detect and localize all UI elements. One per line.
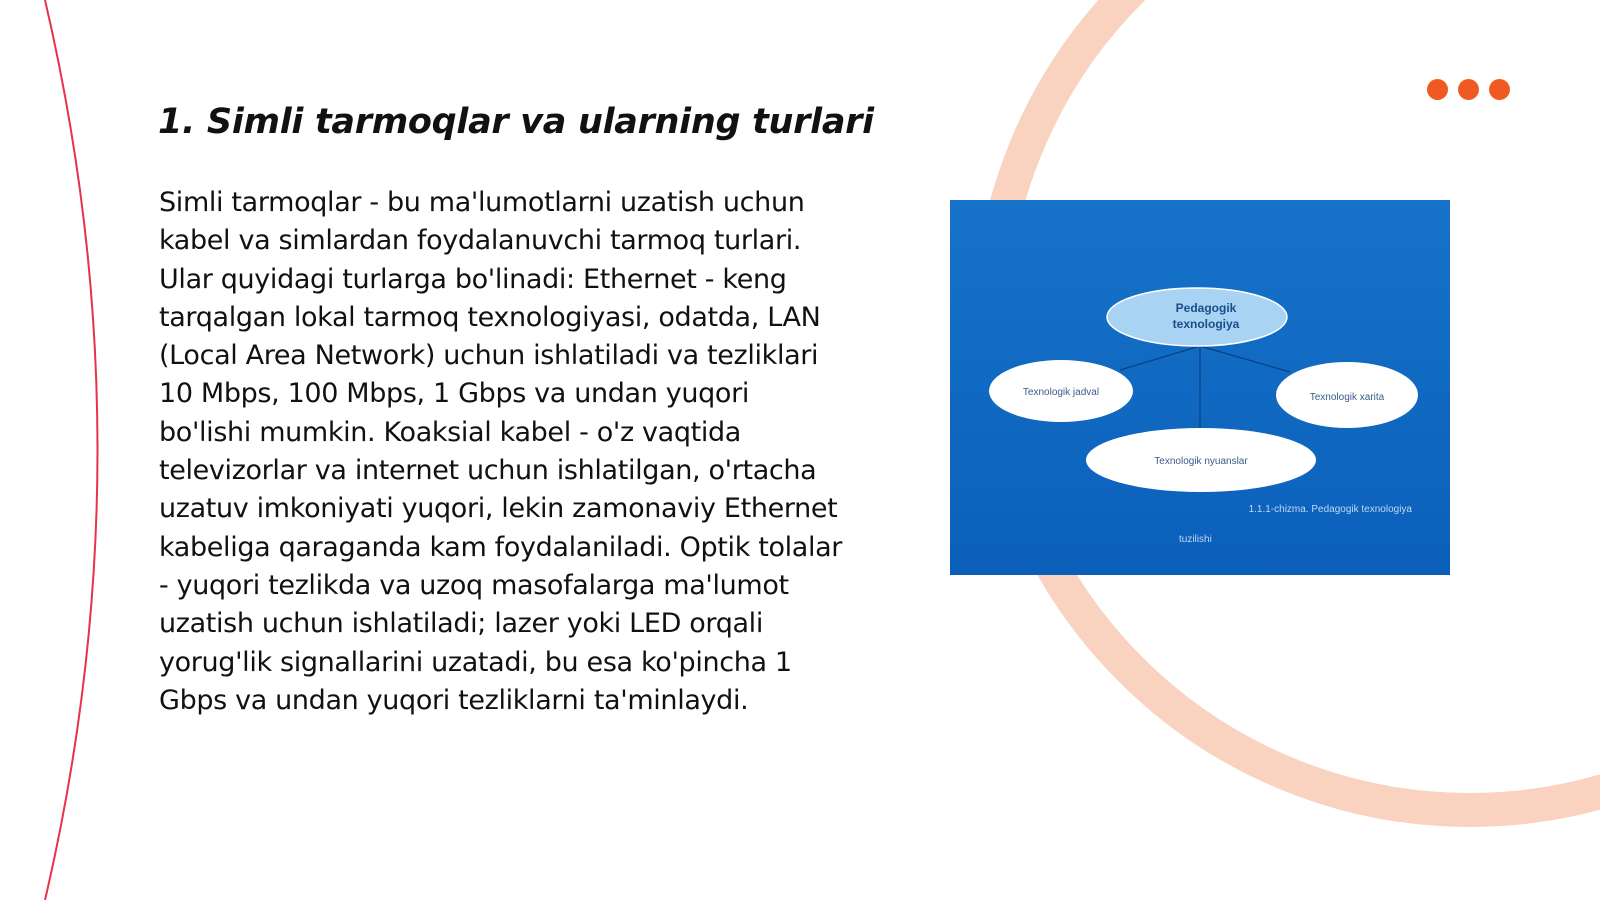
right-node-label: Texnologik xarita [1309, 392, 1385, 403]
diagram-caption-line1: 1.1.1-chizma. Pedagogik texnologiya [1248, 504, 1412, 515]
dot-1 [1427, 79, 1448, 100]
three-dots-icon [1427, 79, 1510, 100]
diagram-caption-line2: tuzilishi [1179, 534, 1212, 545]
diagram-image [950, 200, 1450, 575]
decorative-left-curve [45, 0, 98, 900]
bottom-node-label: Texnologik nyuanslar [1154, 456, 1248, 467]
top-node-label-line1: Pedagogik [1175, 301, 1237, 315]
slide-title: 1. Simli tarmoqlar va ularning turlari [158, 102, 874, 142]
dot-3 [1489, 79, 1510, 100]
top-node-label-line2: texnologiya [1172, 317, 1240, 331]
slide-body-text: Simli tarmoqlar - bu ma'lumotlarni uzatish uchun kabel va simlardan foydalanuvchi tarmoq turlari. Ular quyidagi turlarga bo'linadi: Ethernet - keng tarqalgan lokal tarmoq texnologiyasi, odatda, LAN (Local Area Network) uchun ishlatiladi va tezliklari 10 Mbps, 100 Mbps, 1 Gbps va undan yuqori bo'lishi mumkin. Koaksial kabel - o'z vaqtida televizorlar va internet uchun ishlatilgan, o'rtacha uzatuv imkoniyati yuqori, lekin zamonaviy Ethernet kabeliga qaraganda kam foydalaniladi. Optik tolalar - yuqori tezlikda va uzoq masofalarga ma'lumot uzatish uchun ishlatiladi; lazer yoki LED orqali yorug'lik signallarini uzatadi, bu esa ko'pincha 1 Gbps va undan yuqori tezliklarni ta'minlaydi. [159, 187, 843, 716]
left-node-label: Texnologik jadval [1022, 387, 1100, 398]
dot-2 [1458, 79, 1479, 100]
